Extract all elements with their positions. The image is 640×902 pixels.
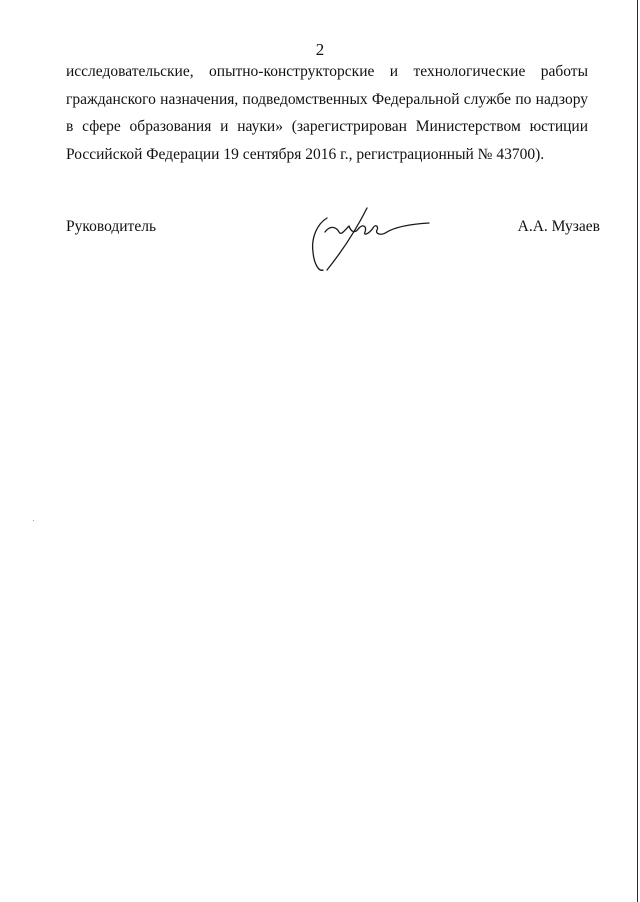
page-edge-line bbox=[637, 0, 638, 902]
body-paragraph bbox=[66, 58, 588, 168]
paragraph-line: в сфере образования и науки» (зарегистрирован Министерством юстиции bbox=[66, 118, 588, 135]
paragraph-line: гражданского назначения, подведомственных Федеральной службе по надзору bbox=[66, 90, 588, 108]
signatory-name: А.А. Музаев bbox=[517, 218, 600, 235]
handwritten-signature-icon bbox=[305, 198, 435, 280]
paragraph-line: Российской Федерации 19 сентября 2016 г., регистрационный № 43700). bbox=[66, 145, 545, 163]
signatory-title: Руководитель bbox=[66, 218, 157, 235]
scan-speck bbox=[33, 520, 34, 521]
paragraph-line: исследовательские, опытно-конструкторские и технологические работы bbox=[66, 63, 588, 80]
page-number: 2 bbox=[315, 40, 325, 59]
